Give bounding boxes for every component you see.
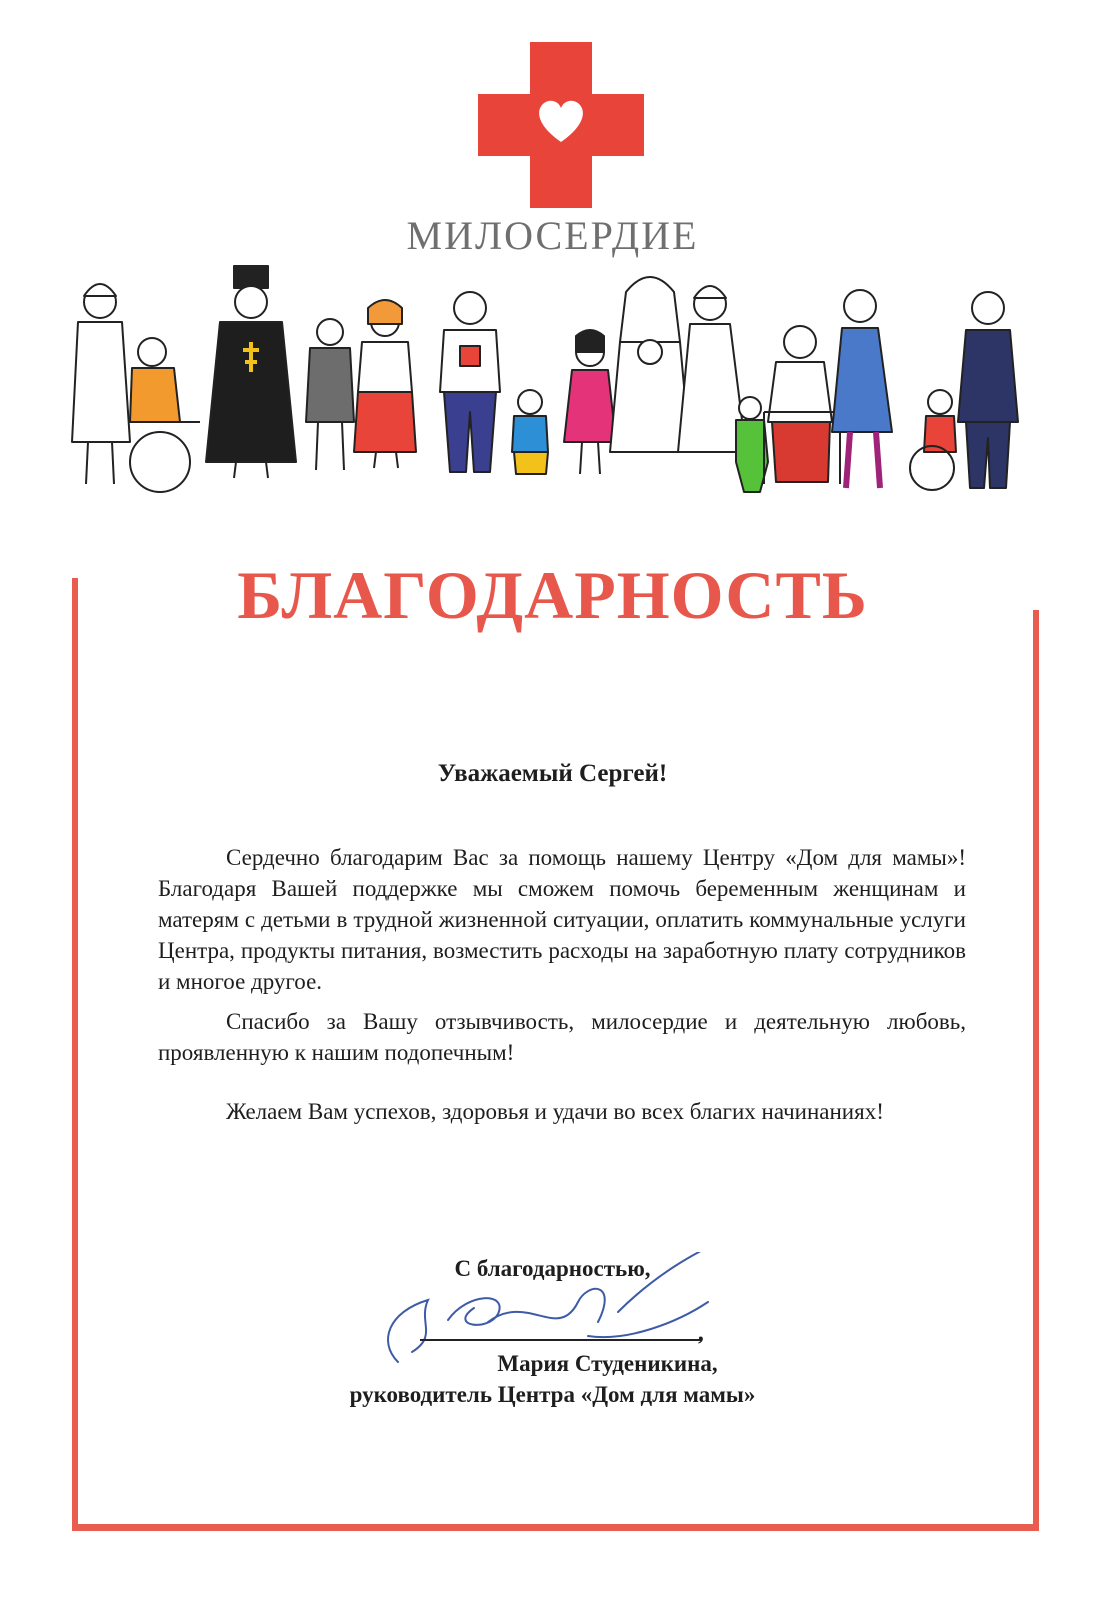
body-paragraph-3: Желаем Вам успехов, здоровья и удачи во всех благих начинаниях! bbox=[226, 1099, 884, 1124]
letter-greeting: Уважаемый Сергей! bbox=[437, 760, 668, 787]
signer-name: Мария Студеникина, bbox=[497, 1351, 718, 1376]
letter-body bbox=[158, 842, 966, 1127]
people-group-illustration bbox=[60, 262, 1060, 512]
letter-closing: С благодарностью, bbox=[454, 1256, 651, 1281]
letter-title: БЛАГОДАРНОСТЬ bbox=[237, 557, 868, 633]
signer-block bbox=[0, 1348, 1105, 1410]
frame-bottom-border bbox=[72, 1524, 1039, 1531]
brand-name: МИЛОСЕРДИЕ bbox=[406, 213, 699, 258]
signer-title: руководитель Центра «Дом для мамы» bbox=[349, 1382, 756, 1407]
body-paragraph-1: Сердечно благодарим Вас за помощь нашему Центру «Дом для мамы»! Благодаря Вашей поддержке мы сможем помочь беременным женщинам и матерям с детьми в трудной жизненной ситуации, оплатить коммунальные услуги Центра, продукты питания, возместить расходы на заработную плату сотрудников и многое другое. bbox=[158, 845, 966, 994]
red-cross-heart-icon bbox=[478, 42, 644, 208]
signature-line bbox=[420, 1339, 702, 1341]
body-paragraph-2: Спасибо за Вашу отзывчивость, милосердие и деятельную любовь, проявленную к нашим подопечным! bbox=[158, 1009, 966, 1065]
signature-comma: , bbox=[698, 1320, 704, 1345]
